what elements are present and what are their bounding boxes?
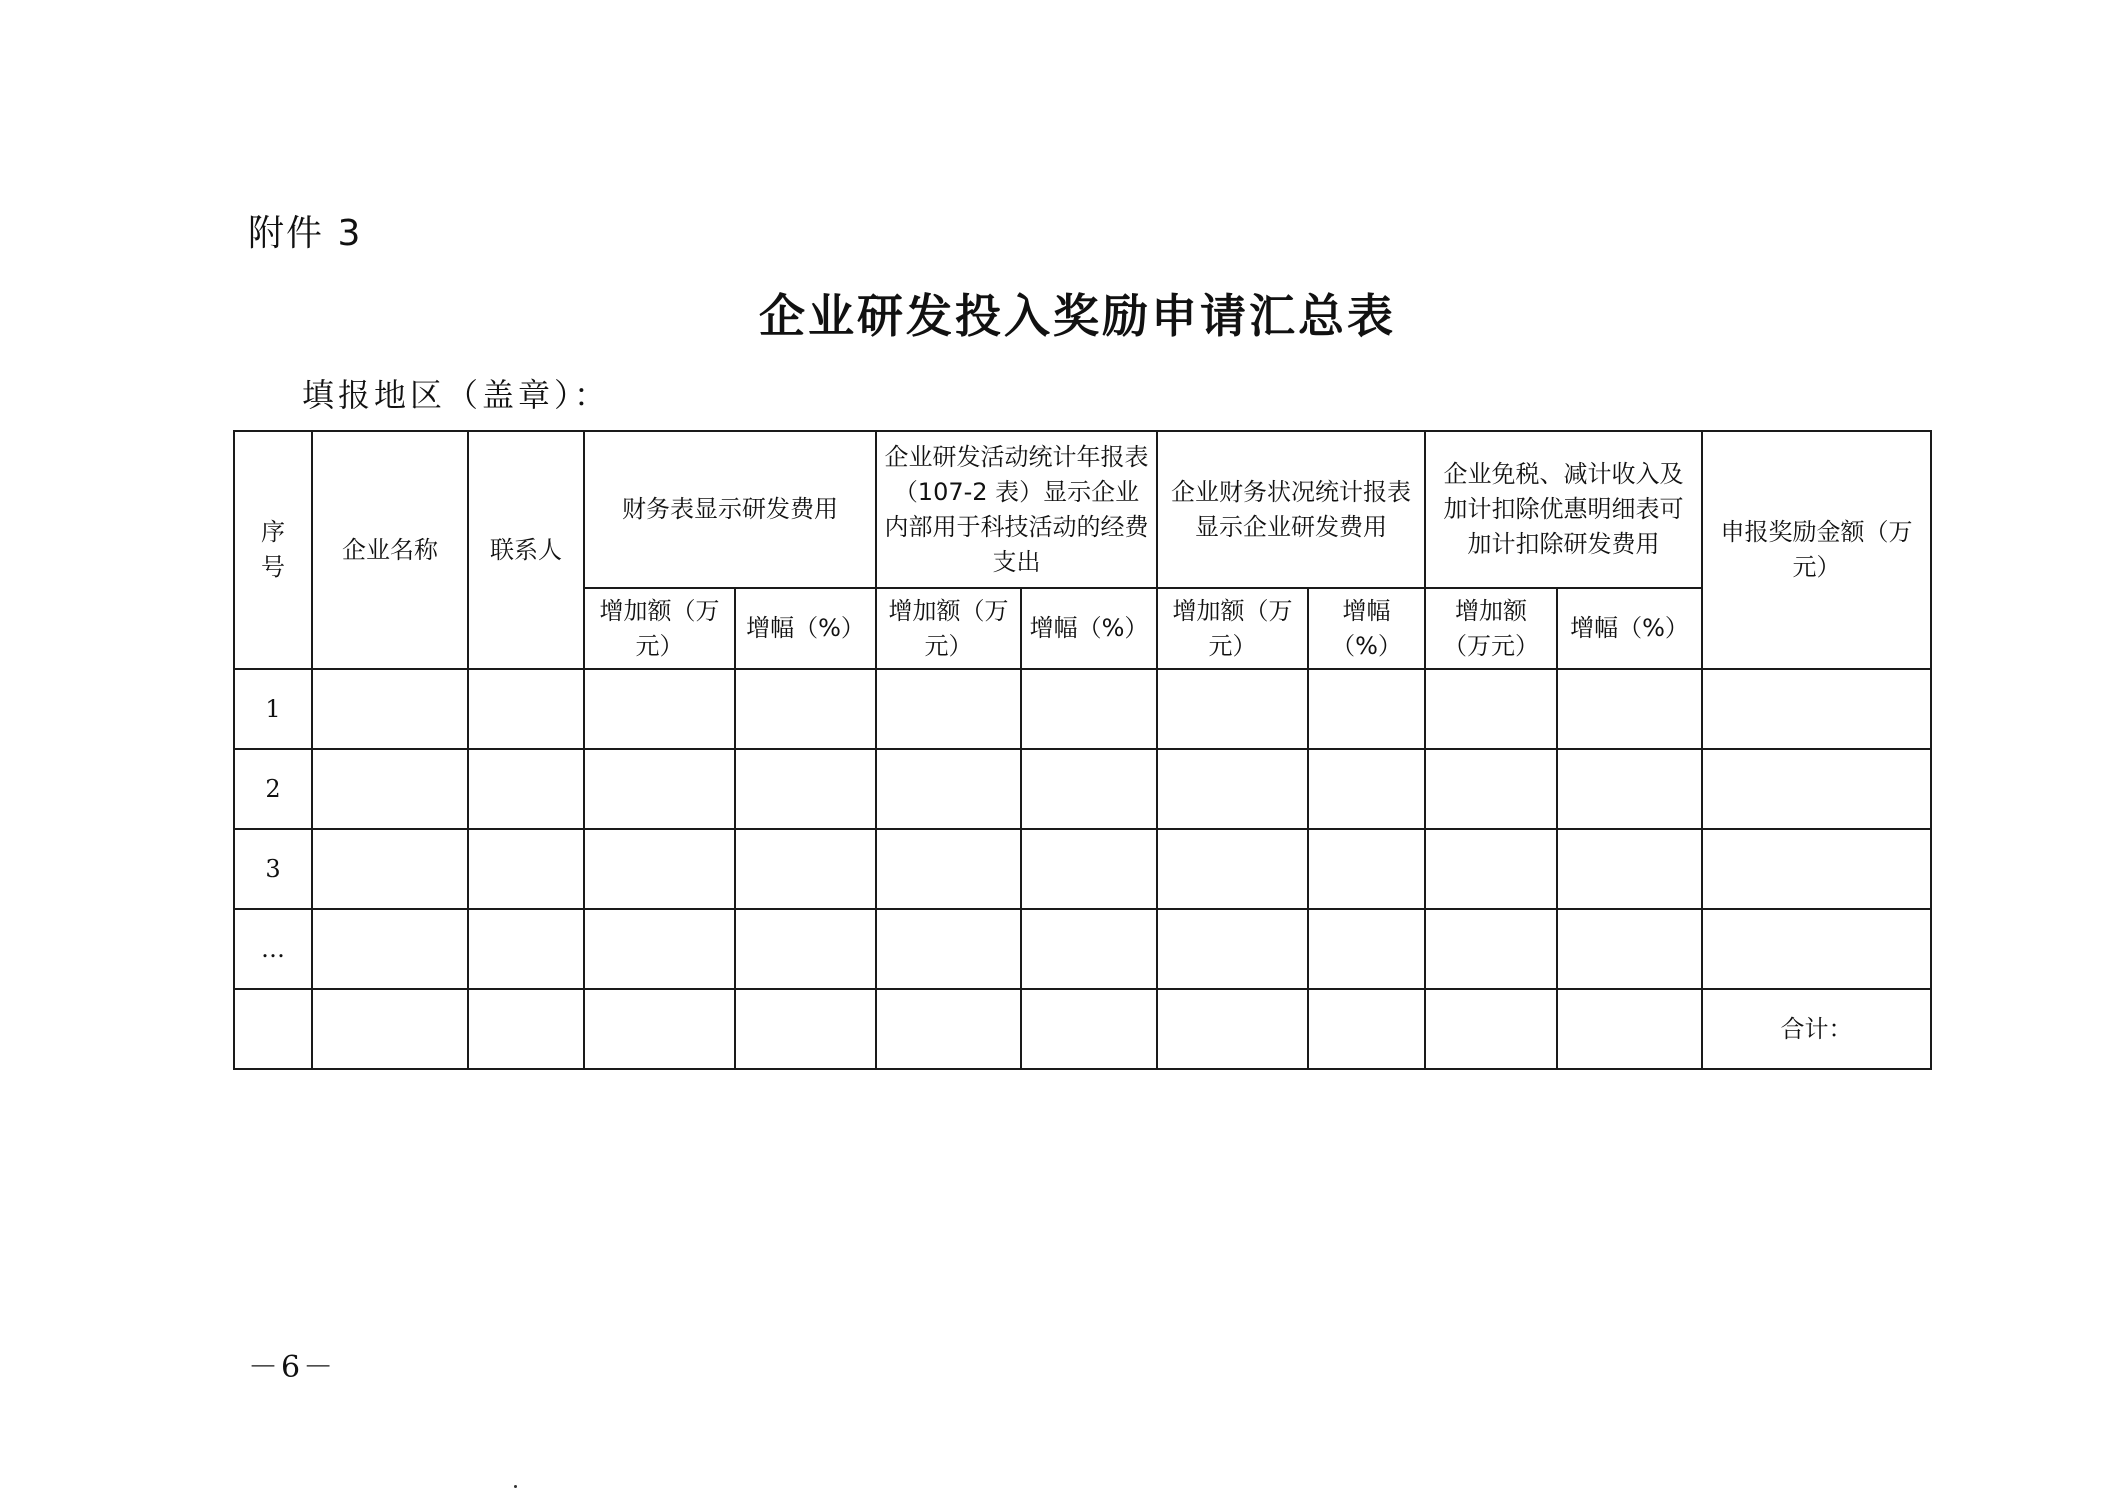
data-cell[interactable] [1425, 989, 1557, 1069]
data-cell[interactable] [1157, 829, 1308, 909]
data-cell[interactable] [1557, 829, 1702, 909]
scan-speck [514, 1485, 517, 1488]
data-cell[interactable] [1157, 989, 1308, 1069]
empty-cell [312, 989, 468, 1069]
header-group-status-report: 企业财务状况统计报表显示企业研发费用 [1157, 431, 1425, 588]
award-cell[interactable] [1702, 669, 1931, 749]
data-cell[interactable] [1308, 909, 1425, 989]
data-cell[interactable] [584, 989, 735, 1069]
contact-cell[interactable] [468, 909, 584, 989]
data-cell[interactable] [876, 749, 1021, 829]
award-cell[interactable] [1702, 909, 1931, 989]
data-cell[interactable] [1021, 669, 1157, 749]
row-index: 1 [234, 669, 312, 749]
data-cell[interactable] [1308, 989, 1425, 1069]
header-seq [234, 431, 312, 669]
header-company: 企业名称 [312, 431, 468, 669]
data-cell[interactable] [1308, 829, 1425, 909]
header-increase-amount: 增加额（万元） [876, 588, 1021, 669]
header-group-deduction: 企业免税、减计收入及加计扣除优惠明细表可加计扣除研发费用 [1425, 431, 1702, 588]
data-cell[interactable] [1557, 909, 1702, 989]
table-row [234, 829, 1931, 909]
data-cell[interactable] [735, 829, 876, 909]
data-cell[interactable] [1021, 989, 1157, 1069]
data-cell[interactable] [584, 829, 735, 909]
header-seq-label: 序号 [260, 518, 285, 581]
header-increase-amount: 增加额（万元） [584, 588, 735, 669]
data-cell[interactable] [876, 669, 1021, 749]
data-cell[interactable] [1557, 749, 1702, 829]
company-name-cell[interactable] [312, 909, 468, 989]
header-increase-rate: 增幅（%） [1308, 588, 1425, 669]
summary-table [233, 430, 1932, 1070]
data-cell[interactable] [1157, 749, 1308, 829]
contact-cell[interactable] [468, 669, 584, 749]
row-index: 2 [234, 749, 312, 829]
header-increase-rate: 增幅（%） [1021, 588, 1157, 669]
header-row-1 [234, 431, 1931, 588]
data-cell[interactable] [735, 669, 876, 749]
data-cell[interactable] [876, 989, 1021, 1069]
attachment-label: 附件 3 [248, 213, 363, 254]
data-cell[interactable] [1021, 909, 1157, 989]
region-label: 填报地区（盖章）： [302, 376, 611, 414]
empty-cell [468, 989, 584, 1069]
contact-cell[interactable] [468, 749, 584, 829]
award-cell[interactable] [1702, 829, 1931, 909]
row-index: 3 [234, 829, 312, 909]
data-cell[interactable] [735, 749, 876, 829]
total-row [234, 989, 1931, 1069]
data-cell[interactable] [1425, 909, 1557, 989]
header-increase-rate: 增幅（%） [735, 588, 876, 669]
data-cell[interactable] [1425, 749, 1557, 829]
data-cell[interactable] [1425, 669, 1557, 749]
data-cell[interactable] [1157, 909, 1308, 989]
data-cell[interactable] [735, 909, 876, 989]
table-row [234, 749, 1931, 829]
data-cell[interactable] [1021, 749, 1157, 829]
header-award: 申报奖励金额（万元） [1702, 431, 1931, 669]
company-name-cell[interactable] [312, 669, 468, 749]
empty-cell [234, 989, 312, 1069]
page-title: 企业研发投入奖励申请汇总表 [759, 289, 1396, 343]
company-name-cell[interactable] [312, 829, 468, 909]
data-cell[interactable] [876, 829, 1021, 909]
data-cell[interactable] [1157, 669, 1308, 749]
data-cell[interactable] [1308, 669, 1425, 749]
data-cell[interactable] [1308, 749, 1425, 829]
award-cell[interactable] [1702, 749, 1931, 829]
data-cell[interactable] [1425, 829, 1557, 909]
data-cell[interactable] [1557, 989, 1702, 1069]
header-increase-amount: 增加额（万元） [1425, 588, 1557, 669]
table-row [234, 669, 1931, 749]
data-cell[interactable] [1021, 829, 1157, 909]
header-increase-rate: 增幅（%） [1557, 588, 1702, 669]
data-cell[interactable] [584, 749, 735, 829]
company-name-cell[interactable] [312, 749, 468, 829]
row-index: … [234, 909, 312, 989]
data-cell[interactable] [735, 989, 876, 1069]
header-contact: 联系人 [468, 431, 584, 669]
page-number: －6－ [248, 1350, 337, 1385]
header-group-107-2: 企业研发活动统计年报表（107-2 表）显示企业内部用于科技活动的经费支出 [876, 431, 1157, 588]
data-cell[interactable] [584, 669, 735, 749]
header-increase-amount: 增加额（万元） [1157, 588, 1308, 669]
data-cell[interactable] [876, 909, 1021, 989]
table-row [234, 909, 1931, 989]
total-label[interactable]: 合计： [1702, 989, 1931, 1069]
data-cell[interactable] [1557, 669, 1702, 749]
header-group-financial: 财务表显示研发费用 [584, 431, 876, 588]
data-cell[interactable] [584, 909, 735, 989]
contact-cell[interactable] [468, 829, 584, 909]
